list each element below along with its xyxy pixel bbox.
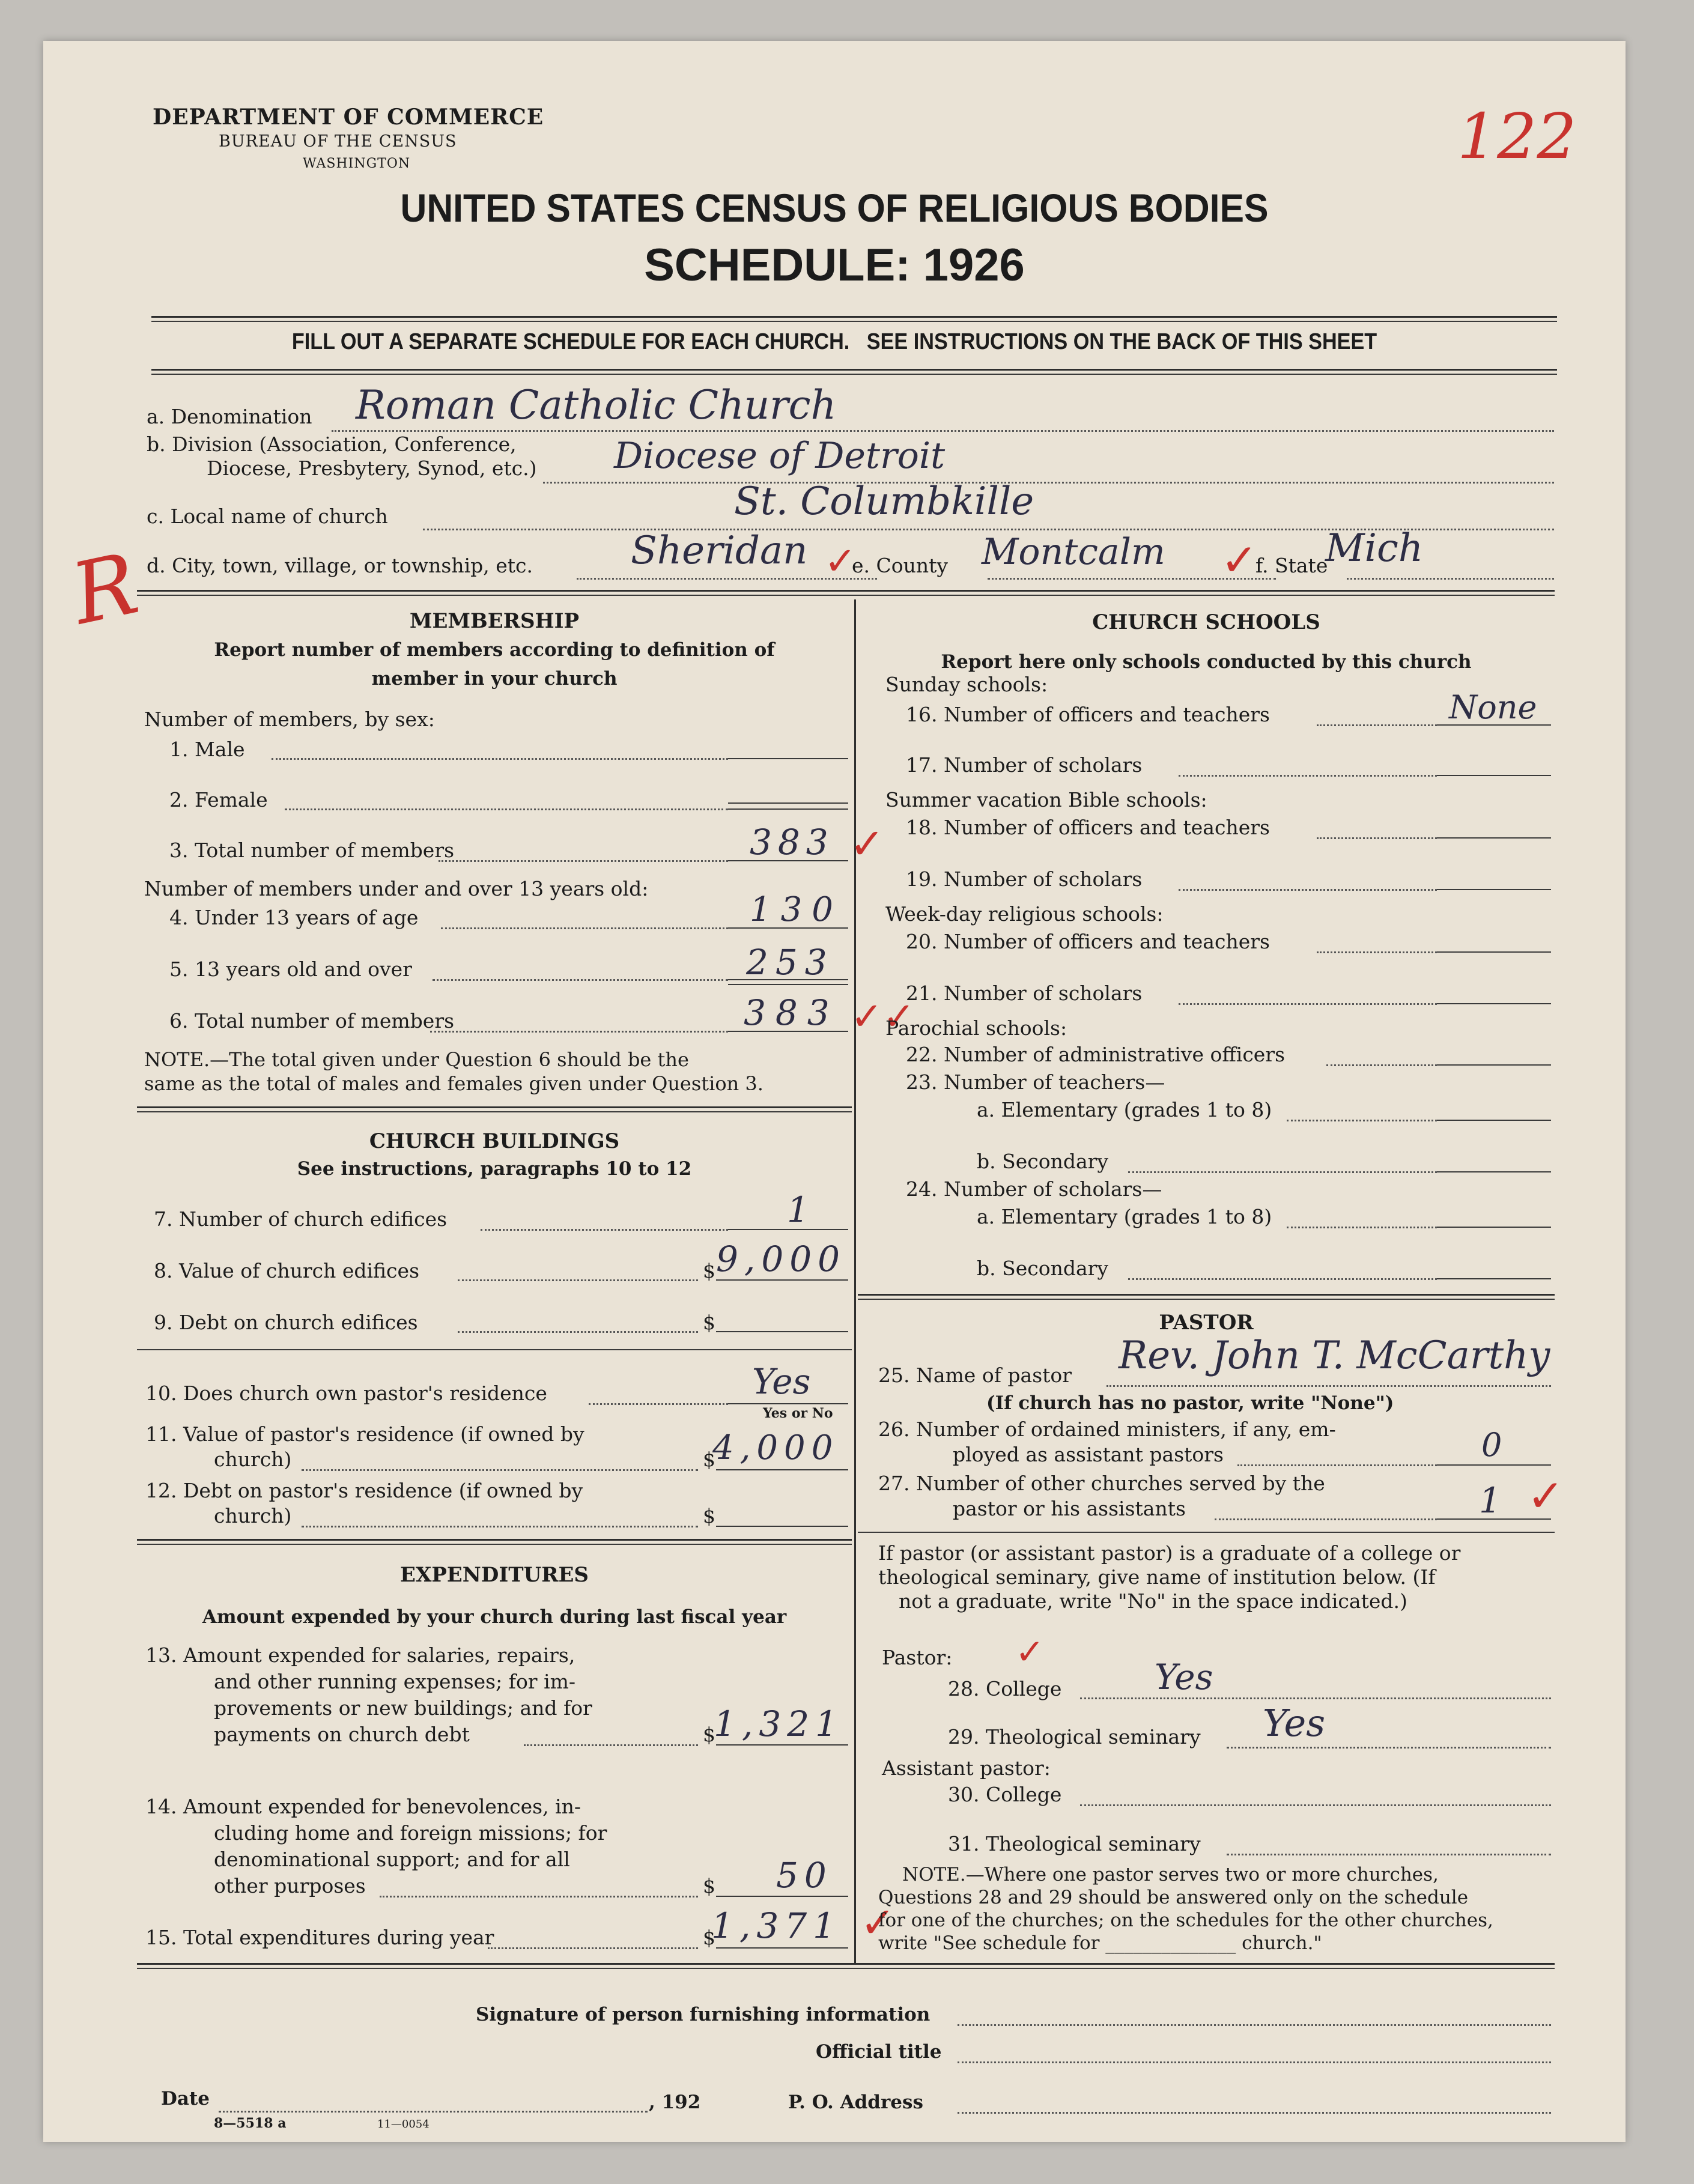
local-name-label: c. Local name of church — [147, 505, 388, 528]
q29-value[interactable]: Yes — [1263, 1701, 1326, 1745]
signature-label: Signature of person furnishing information — [476, 2004, 930, 2025]
q28-value[interactable]: Yes — [1155, 1657, 1213, 1697]
q27-line — [1215, 1518, 1437, 1520]
form-number: 8—5518 a — [214, 2116, 287, 2131]
q31-label: 31. Theological seminary — [948, 1832, 1201, 1855]
membership-title: MEMBERSHIP — [409, 609, 580, 633]
q6-value[interactable]: 383 — [744, 992, 839, 1033]
weekday-schools-label: Week-day religious schools: — [885, 902, 1164, 926]
pastor-note-4: write "See schedule for ______________ church." — [878, 1932, 1322, 1954]
pastor-note-1: NOTE.—Where one pastor serves two or more churches, — [902, 1864, 1439, 1885]
schools-subtitle: Report here only schools conducted by this church — [941, 651, 1472, 673]
q25-hint: (If church has no pastor, write "None") — [986, 1392, 1394, 1414]
q27-label-2: pastor or his assistants — [953, 1497, 1186, 1520]
q11-answer-line — [716, 1469, 848, 1470]
q2-line — [285, 808, 728, 810]
q23a-label: a. Elementary (grades 1 to 8) — [977, 1098, 1272, 1121]
q9-label: 9. Debt on church edifices — [154, 1311, 418, 1334]
q24-label: 24. Number of scholars— — [906, 1177, 1162, 1201]
q29-line — [1227, 1747, 1551, 1749]
q5-label: 5. 13 years old and over — [169, 957, 412, 981]
date-label: Date — [161, 2088, 210, 2110]
rule — [151, 369, 1557, 371]
q16-label: 16. Number of officers and teachers — [906, 703, 1270, 726]
q24b-line — [1128, 1278, 1437, 1280]
print-number: 11—0054 — [377, 2118, 430, 2131]
expenditures-subtitle: Amount expended by your church during last fiscal year — [202, 1606, 787, 1628]
county-value[interactable]: Montcalm — [982, 531, 1165, 573]
q25-line — [1107, 1385, 1551, 1387]
q29-label: 29. Theological seminary — [948, 1725, 1201, 1749]
q3-line — [439, 860, 728, 862]
q24a-label: a. Elementary (grades 1 to 8) — [977, 1205, 1272, 1228]
q1-line — [272, 758, 728, 760]
q8-line — [458, 1279, 698, 1281]
official-title-label: Official title — [816, 2041, 942, 2063]
q28-label: 28. College — [948, 1677, 1062, 1700]
q13-line — [524, 1744, 698, 1746]
city-label: d. City, town, village, or township, etc. — [147, 554, 533, 577]
graduate-instructions — [878, 1541, 1551, 1613]
q19-answer-line[interactable] — [1437, 889, 1551, 890]
q23b-label: b. Secondary — [977, 1150, 1109, 1173]
q12-line — [302, 1526, 698, 1527]
summer-schools-label: Summer vacation Bible schools: — [885, 788, 1207, 811]
q20-label: 20. Number of officers and teachers — [906, 930, 1270, 953]
denomination-line — [332, 430, 1554, 432]
q7-value[interactable]: 1 — [787, 1189, 809, 1230]
q14-dollar: $ — [703, 1874, 715, 1897]
q15-line — [488, 1947, 698, 1949]
check-mark: ✓ — [860, 1898, 896, 1947]
q9-answer-line[interactable] — [716, 1331, 848, 1332]
pastor-subhead: Pastor: — [882, 1646, 953, 1669]
q28-line — [1080, 1697, 1551, 1699]
membership-subtitle — [137, 635, 852, 693]
graduate-instructions-1: If pastor (or assistant pastor) is a graduate of a college or — [878, 1541, 1461, 1565]
membership-note-2: same as the total of males and females given under Question 3. — [144, 1072, 764, 1095]
q11-dollar: $ — [703, 1448, 715, 1471]
q14-label-4: other purposes — [214, 1874, 366, 1897]
q14-label-3: denominational support; and for all — [214, 1848, 570, 1871]
q23-label: 23. Number of teachers— — [906, 1070, 1165, 1094]
q6-label: 6. Total number of members — [169, 1009, 455, 1033]
q27-value[interactable]: 1 — [1479, 1480, 1501, 1521]
q13-label-2: and other running expenses; for im- — [214, 1670, 576, 1693]
q23a-answer-line[interactable] — [1437, 1120, 1551, 1121]
bureau-city: WASHINGTON — [303, 156, 411, 171]
check-mark: ✓ — [1015, 1631, 1045, 1672]
q14-label-2: cluding home and foreign missions; for — [214, 1821, 607, 1845]
q13-label-4: payments on church debt — [214, 1723, 470, 1746]
q6-line — [430, 1031, 728, 1033]
q24b-answer-line[interactable] — [1437, 1278, 1551, 1279]
members-by-age-label: Number of members under and over 13 years old: — [144, 877, 649, 900]
q15-value[interactable]: 1,371 — [711, 1905, 842, 1946]
q10-label: 10. Does church own pastor's residence — [145, 1382, 547, 1405]
q27-label-1: 27. Number of other churches served by the — [878, 1472, 1325, 1495]
q30-line — [1080, 1804, 1551, 1806]
q8-answer-line — [716, 1279, 848, 1281]
q4-label: 4. Under 13 years of age — [169, 906, 419, 929]
q23b-line — [1128, 1171, 1437, 1173]
q17-label: 17. Number of scholars — [906, 753, 1143, 777]
po-address-line[interactable] — [958, 2112, 1551, 2114]
q14-value[interactable]: 50 — [776, 1855, 833, 1896]
q16-line — [1317, 724, 1437, 726]
q24a-answer-line[interactable] — [1437, 1227, 1551, 1228]
rule — [151, 321, 1557, 322]
signature-line[interactable] — [958, 2024, 1551, 2026]
q13-label-1: 13. Amount expended for salaries, repairs, — [145, 1643, 575, 1667]
q9-line — [458, 1331, 698, 1333]
q22-answer-line[interactable] — [1437, 1064, 1551, 1066]
q17-line — [1179, 775, 1437, 777]
check-mark: ✓ — [849, 819, 885, 869]
membership-subtitle-1: Report number of members according to definition of — [214, 639, 775, 661]
q4-line — [441, 927, 728, 929]
q3-label: 3. Total number of members — [169, 839, 455, 862]
assistant-subhead: Assistant pastor: — [882, 1756, 1051, 1780]
q14-label-1: 14. Amount expended for benevolences, in- — [145, 1795, 581, 1818]
q12-label-2: church) — [214, 1504, 292, 1527]
q20-answer-line[interactable] — [1437, 951, 1551, 953]
q15-dollar: $ — [703, 1926, 715, 1949]
q20-line — [1317, 951, 1437, 953]
po-address-label: P. O. Address — [788, 2091, 923, 2113]
division-line — [543, 482, 1554, 484]
q18-label: 18. Number of officers and teachers — [906, 816, 1270, 839]
state-label: f. State — [1255, 554, 1328, 577]
rule — [137, 1349, 852, 1350]
q23b-answer-line[interactable] — [1437, 1171, 1551, 1172]
q24a-line — [1287, 1227, 1437, 1228]
membership-note — [144, 1048, 847, 1096]
date-line[interactable] — [219, 2111, 648, 2113]
q4-value[interactable]: 130 — [750, 890, 843, 929]
pastor-note — [878, 1863, 1551, 1955]
q18-line — [1317, 837, 1437, 839]
division-value[interactable]: Diocese of Detroit — [614, 435, 946, 477]
check-mark: ✓ — [1221, 535, 1258, 586]
pastor-note-2: Questions 28 and 29 should be answered only on the schedule — [878, 1887, 1469, 1908]
q30-label: 30. College — [948, 1783, 1062, 1806]
q8-label: 8. Value of church edifices — [154, 1259, 420, 1282]
yes-no-hint: Yes or No — [763, 1406, 833, 1421]
q8-dollar: $ — [703, 1259, 715, 1282]
graduate-instructions-3: not a graduate, write "No" in the space indicated.) — [899, 1589, 1407, 1613]
q14-line — [380, 1896, 698, 1897]
q19-line — [1179, 889, 1437, 891]
rule — [137, 1539, 852, 1541]
q13-answer-line — [716, 1744, 848, 1746]
pastor-title: PASTOR — [1159, 1311, 1254, 1335]
q15-answer-line — [716, 1947, 848, 1949]
rule — [137, 1106, 852, 1108]
rule — [137, 595, 1555, 596]
q13-label-3: provements or new buildings; and for — [214, 1696, 592, 1720]
q11-value[interactable]: 4,000 — [712, 1428, 839, 1467]
rule — [858, 1532, 1555, 1533]
q17-answer-line[interactable] — [1437, 775, 1551, 776]
q16-value[interactable]: None — [1449, 688, 1537, 726]
q14-answer-line — [716, 1896, 848, 1897]
schedule-title: SCHEDULE: 1926 — [644, 240, 1025, 291]
q7-line — [481, 1229, 728, 1231]
q9-dollar: $ — [703, 1311, 715, 1334]
sunday-schools-label: Sunday schools: — [885, 673, 1048, 696]
q1-label: 1. Male — [169, 738, 245, 761]
q11-label-1: 11. Value of pastor's residence (if owned by — [145, 1422, 584, 1446]
q26-line — [1237, 1464, 1437, 1466]
q22-line — [1326, 1064, 1437, 1066]
q12-answer-line[interactable] — [716, 1526, 848, 1527]
q10-value[interactable]: Yes — [752, 1361, 811, 1402]
q15-label: 15. Total expenditures during year — [145, 1926, 494, 1949]
q7-label: 7. Number of church edifices — [154, 1207, 448, 1231]
expenditures-title: EXPENDITURES — [400, 1563, 589, 1587]
rule — [137, 1963, 1555, 1965]
division-label-1: b. Division (Association, Conference, — [147, 432, 517, 456]
buildings-subtitle: See instructions, paragraphs 10 to 12 — [297, 1158, 692, 1180]
state-line — [1347, 578, 1554, 580]
denomination-value[interactable]: Roman Catholic Church — [356, 382, 837, 428]
q22-label: 22. Number of administrative officers — [906, 1043, 1286, 1066]
membership-note-1: NOTE.—The total given under Question 6 should be the — [144, 1048, 689, 1071]
local-name-value[interactable]: St. Columbkille — [734, 479, 1034, 524]
rule — [137, 1544, 852, 1545]
rule — [151, 316, 1557, 318]
page-number: 122 — [1457, 100, 1577, 173]
q26-value[interactable]: 0 — [1481, 1426, 1502, 1464]
members-by-sex-label: Number of members, by sex: — [144, 708, 435, 731]
check-mark: ✓ — [824, 539, 857, 584]
q12-label-1: 12. Debt on pastor's residence (if owned by — [145, 1479, 583, 1502]
q21-line — [1179, 1003, 1437, 1005]
q5-line — [433, 979, 728, 981]
city-value[interactable]: Sheridan — [631, 529, 808, 573]
parochial-schools-label: Parochial schools: — [885, 1016, 1067, 1040]
q13-value[interactable]: 1,321 — [714, 1703, 844, 1744]
dept-name: DEPARTMENT OF COMMERCE — [153, 105, 544, 130]
rule — [137, 1111, 852, 1112]
q24b-label: b. Secondary — [977, 1257, 1109, 1280]
denomination-label: a. Denomination — [147, 405, 312, 428]
r-margin-mark: R — [64, 535, 147, 645]
graduate-instructions-2: theological seminary, give name of institution below. (If — [878, 1565, 1436, 1589]
q5-value[interactable]: 253 — [746, 942, 834, 983]
bureau-name: BUREAU OF THE CENSUS — [219, 132, 457, 151]
rule — [137, 1968, 1555, 1969]
double-check-mark: ✓✓ — [851, 995, 915, 1039]
q26-label-2: ployed as assistant pastors — [953, 1443, 1224, 1466]
division-label-2: Diocese, Presbytery, Synod, etc.) — [207, 457, 537, 480]
q23a-line — [1287, 1120, 1437, 1121]
q2-answer-line[interactable] — [728, 802, 848, 804]
q11-label-2: church) — [214, 1448, 292, 1471]
instructions-banner: FILL OUT A SEPARATE SCHEDULE FOR EACH CHURCH. SEE INSTRUCTIONS ON THE BACK OF THIS SHEET — [291, 329, 1377, 354]
official-title-line[interactable] — [958, 2061, 1551, 2063]
q11-line — [302, 1469, 698, 1471]
q12-dollar: $ — [703, 1504, 715, 1527]
membership-subtitle-2: member in your church — [371, 668, 618, 690]
q2-answer-line — [728, 808, 848, 810]
q8-value[interactable]: 9,000 — [716, 1239, 846, 1279]
pastor-note-3: for one of the churches; on the schedules for the other churches, — [878, 1909, 1493, 1931]
buildings-title: CHURCH BUILDINGS — [369, 1129, 620, 1153]
q13-dollar: $ — [703, 1723, 715, 1746]
q5-answer-line — [728, 984, 848, 985]
year-label: , 192 — [649, 2091, 701, 2113]
column-divider — [854, 599, 856, 1963]
q26-answer-line — [1437, 1464, 1551, 1466]
q19-label: 19. Number of scholars — [906, 867, 1143, 891]
q21-label: 21. Number of scholars — [906, 981, 1143, 1005]
rule — [137, 590, 1555, 592]
q3-value[interactable]: 383 — [750, 822, 834, 863]
q1-answer-line[interactable] — [728, 758, 848, 759]
q25-value[interactable]: Rev. John T. McCarthy — [1119, 1333, 1550, 1378]
county-label: e. County — [852, 554, 949, 577]
rule — [151, 374, 1557, 375]
q10-line — [589, 1403, 728, 1405]
q18-answer-line[interactable] — [1437, 837, 1551, 839]
schools-title: CHURCH SCHOOLS — [1092, 610, 1320, 634]
census-form-sheet — [43, 41, 1626, 2142]
check-mark: ✓ — [1527, 1470, 1565, 1522]
q26-label-1: 26. Number of ordained ministers, if any, em- — [878, 1418, 1336, 1441]
q10-answer-line — [728, 1403, 848, 1404]
q21-answer-line[interactable] — [1437, 1003, 1551, 1004]
form-title: UNITED STATES CENSUS OF RELIGIOUS BODIES — [400, 186, 1269, 230]
q25-label: 25. Name of pastor — [878, 1363, 1072, 1387]
rule — [858, 1299, 1555, 1300]
q2-label: 2. Female — [169, 788, 268, 811]
q31-line — [1227, 1854, 1551, 1855]
rule — [858, 1294, 1555, 1296]
state-value[interactable]: Mich — [1325, 526, 1424, 571]
